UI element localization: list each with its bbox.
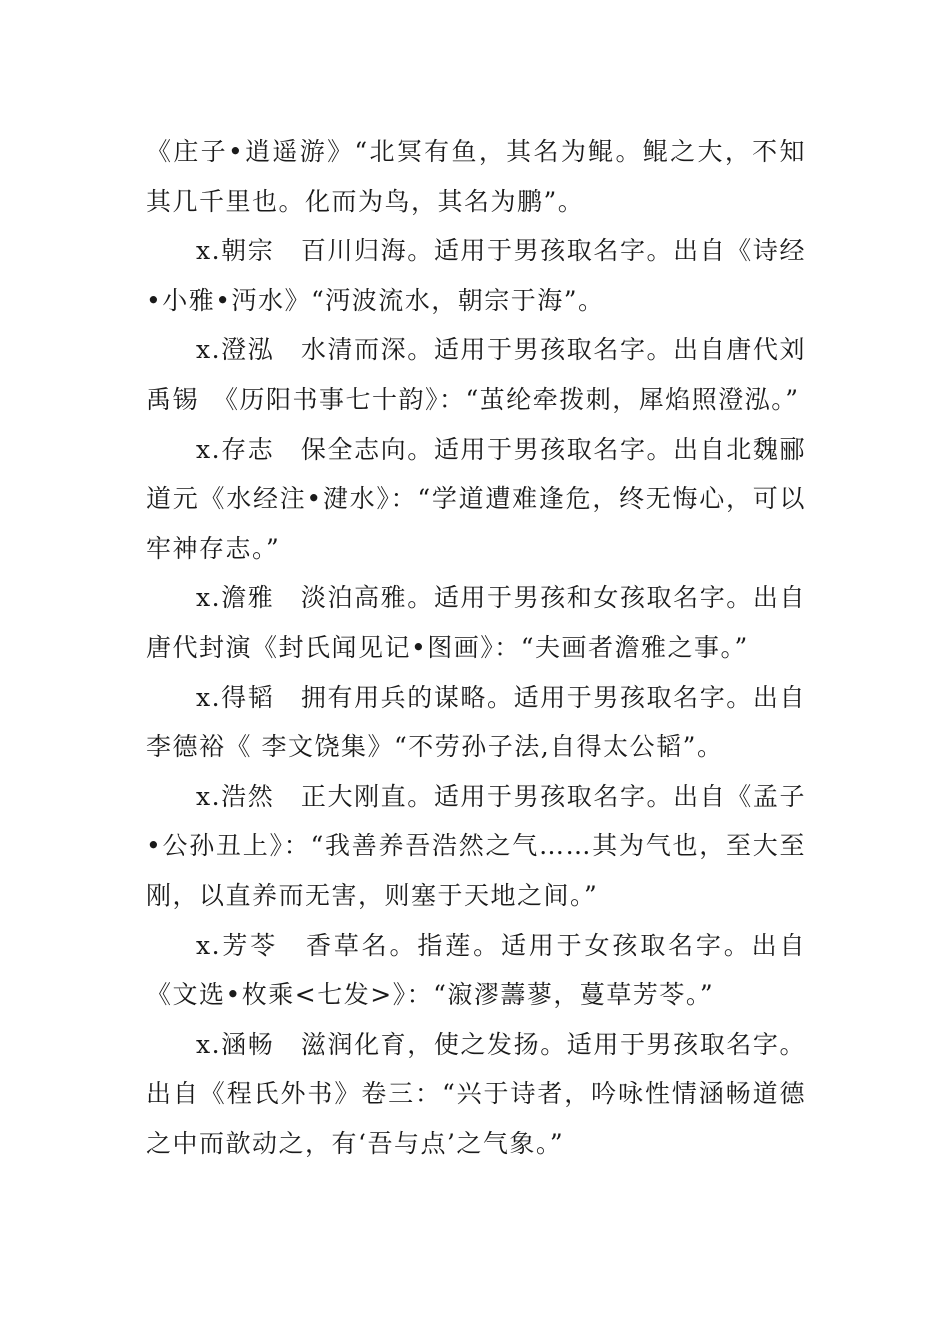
paragraph-name-chenghong: x.澄泓 水清而深。适用于男孩取名字。出自唐代刘禹锡 《历阳书事七十韵》：“茧纶牵拨刺，犀焰照澄泓。” (146, 335, 806, 414)
paragraph-name-detao: x.得韬 拥有用兵的谋略。适用于男孩取名字。出自李德裕《 李文饶集》“不劳孙子法,自得太公韬”。 (146, 682, 806, 762)
paragraph-name-hanchang: x.涵畅 滋润化育，使之发扬。适用于男孩取名字。出自《程氏外书》卷三：“兴于诗者，吟咏性情涵畅道德之中而歆动之，有‘吾与点’之气象。” (146, 1029, 806, 1158)
paragraph-name-cunzhi: x.存志 保全志向。适用于男孩取名字。出自北魏郦道元《水经注•湕水》：“学道遭难逢危，终无悔心，可以牢神存志。” (146, 434, 806, 563)
paragraph-continuation: 《庄子•逍遥游》“北冥有鱼，其名为鲲。鲲之大，不知其几千里也。化而为鸟，其名为鹏”。 (146, 137, 806, 216)
paragraph-name-chaozong: x.朝宗 百川归海。适用于男孩取名字。出自《诗经•小雅•沔水》“沔波流水，朝宗于海”。 (146, 236, 806, 315)
paragraph-name-fangling: x.芳苓 香草名。指莲。适用于女孩取名字。出自《文选•枚乘<七发>》：“漃漻薵蓼，蔓草芳苓。” (146, 930, 806, 1010)
paragraph-name-haoran: x.浩然 正大刚直。适用于男孩取名字。出自《孟子•公孙丑上》：“我善养吾浩然之气……其为气也，至大至刚，以直养而无害，则塞于天地之间。” (146, 781, 806, 910)
paragraph-name-danya: x.澹雅 淡泊高雅。适用于男孩和女孩取名字。出自唐代封演《封氏闻见记•图画》：“夫画者澹雅之事。” (146, 583, 806, 662)
document-body (146, 127, 806, 1168)
